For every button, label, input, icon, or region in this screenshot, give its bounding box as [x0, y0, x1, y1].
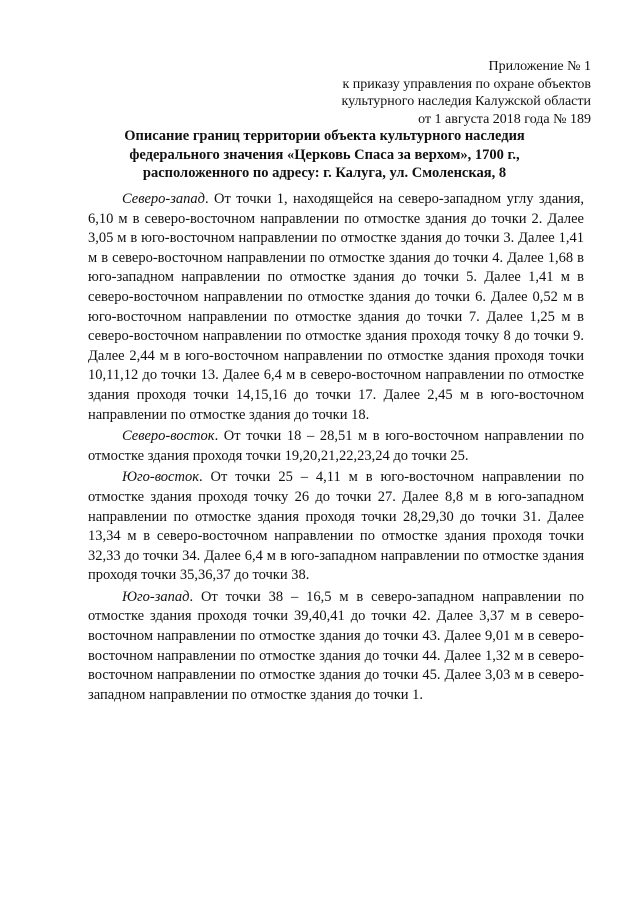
paragraph-text: . От точки 1, находящейся на северо-западном углу здания, 6,10 м в северо-восточном направлении по отмостке здания до точки 2. Далее 3,05 м в юго-восточном направлении по отмостке здания до точки 3. Далее 1,41 м в северо-восточном направлении по отмостке здания до точки 4. Далее 1,68 в юго-западном направлении по отмостке здания до точки 5. Далее 1,41 м в северо-восточном направлении по отмостке здания до точки 6. Далее 0,52 м в юго-восточном направлении по отмостке здания до точки 7. Далее 1,25 м в северо-восточном направлении по отмостке здания проходя точку 8 до точки 9. Далее 2,44 м в юго-восточном направлении по отмостке здания проходя точки 10,11,12 до точки 13. Далее 6,4 м в северо-восточном направлении по отмостке здания проходя точки 14,15,16 до точки 17. Далее 2,45 м в юго-восточном направлении по отмостке здания до точки 18. — [88, 191, 584, 423]
appendix-header — [261, 58, 591, 128]
paragraph-southwest — [88, 588, 584, 706]
direction-label: Северо-восток — [122, 428, 215, 445]
document-title: Описание границ территории объекта культурного наследия федерального значения «Церковь Спаса за верхом», 1700 г., расположенного по адресу: г. Калуга, ул. Смоленская, 8 — [124, 128, 525, 181]
paragraph-text: . От точки 38 – 16,5 м в северо-западном направлении по отмостке здания проходя точки 39,40,41 до точки 42. Далее 3,37 м в северо-восточном направлении по отмостке здания до точки 43. Далее 9,01 м в северо-восточном направлении по отмостке здания до точки 44. Далее 1,32 м в северо-восточном направлении по отмостке здания до точки 45. Далее 3,03 м в северо-западном направлении по отмостке здания до точки 1. — [88, 588, 584, 703]
direction-label: Юго-восток — [122, 469, 199, 486]
appendix-line-1: Приложение № 1 — [488, 59, 591, 74]
paragraph-southeast — [88, 468, 584, 586]
appendix-line-2: к приказу управления по охране объектов — [342, 76, 591, 92]
paragraph-northwest — [88, 190, 584, 425]
direction-label: Северо-запад — [122, 191, 206, 207]
paragraph-text: . От точки 18 – 28,51 м в юго-восточном направлении по отмостке здания проходя точки 19,20,21,22,23,24 до точки 25. — [88, 428, 584, 464]
paragraph-northeast — [88, 427, 584, 466]
paragraph-text: . От точки 25 – 4,11 м в юго-восточном направлении по отмостке здания проходя точку 26 до точки 27. Далее 8,8 м в юго-западном направлении по отмостке здания проходя точки 28,29,30 до точки 31. Далее 13,34 м в северо-восточном направлении по отмостке здания проходя точки 32,33 до точки 34. Далее 6,4 м в юго-западном направлении по отмостке здания проходя точки 35,36,37 до точки 38. — [88, 469, 584, 584]
appendix-line-4: от 1 августа 2018 года № 189 — [418, 111, 591, 127]
direction-label: Юго-запад — [122, 588, 190, 605]
appendix-line-3: культурного наследия Калужской области — [341, 94, 591, 109]
document-body — [88, 190, 584, 707]
